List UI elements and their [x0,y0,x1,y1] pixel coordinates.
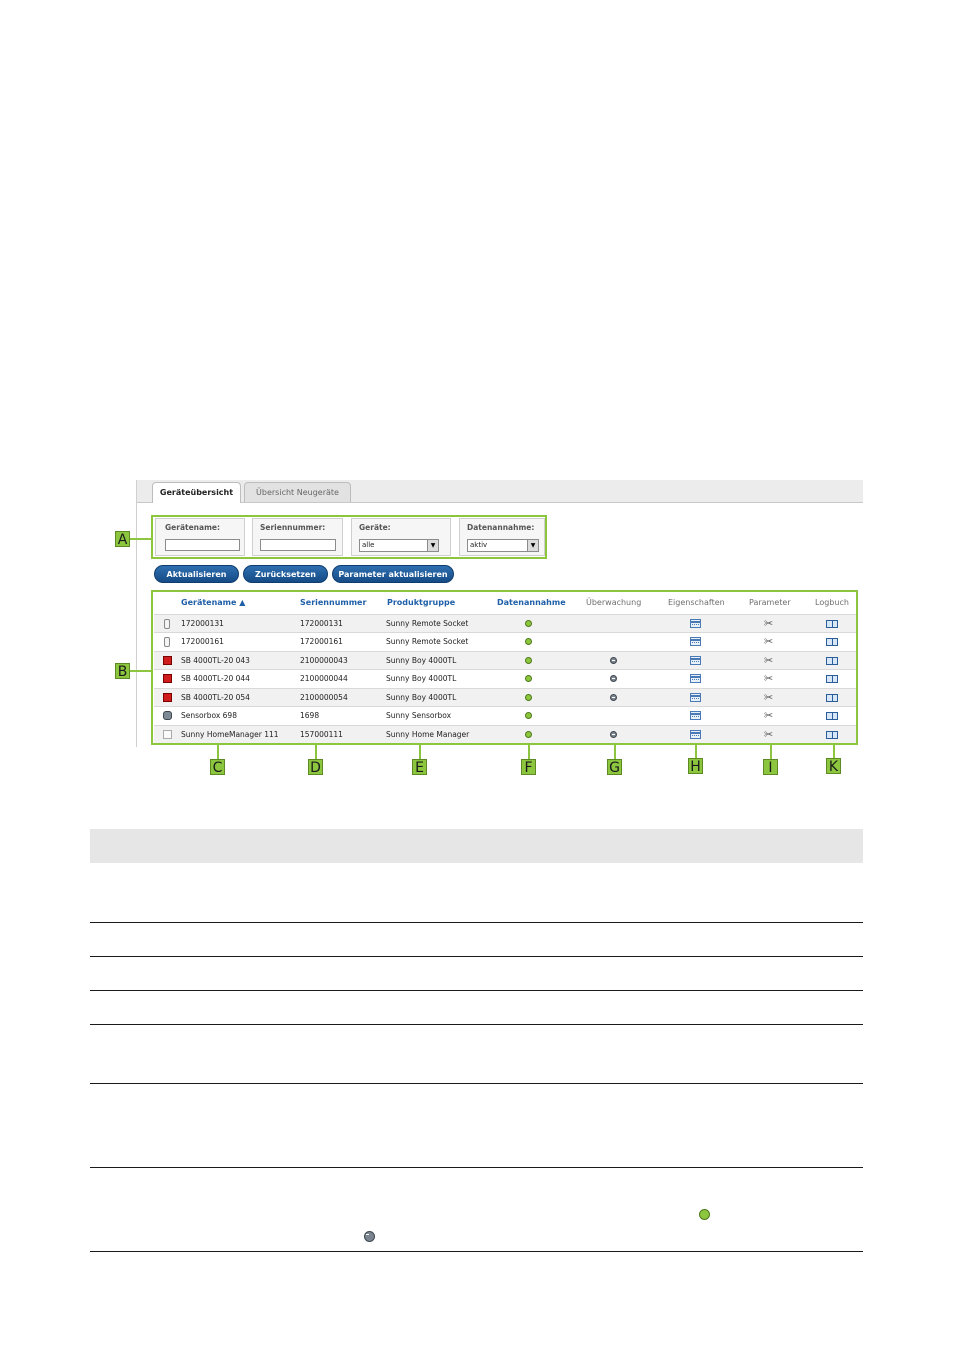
callout-f: F [521,759,536,775]
serial-input[interactable] [260,539,336,551]
parameters-icon[interactable]: ✂ [764,691,774,704]
sensorbox-icon [163,711,172,720]
col-header-device-name[interactable]: Gerätename ▲ [181,598,246,607]
legend-table-header [90,829,863,863]
product-group: Sunny Boy 4000TL [386,656,457,665]
table-row[interactable] [154,688,857,706]
product-group: Sunny Boy 4000TL [386,674,457,683]
device-name-label: Gerätename: [165,523,220,532]
annotation-leader-d [315,745,317,759]
product-group: Sunny Remote Socket [386,637,469,646]
data-acceptance-status-icon [525,694,532,701]
device-name-input[interactable] [165,539,240,551]
col-header-monitoring: Überwachung [586,598,642,607]
callout-h: H [688,758,703,774]
annotation-leader-g [614,745,616,759]
data-acceptance-label: Datenannahme: [467,523,535,532]
annotation-leader-h [695,745,697,758]
monitoring-status-icon [610,657,617,664]
properties-icon[interactable] [690,656,701,665]
annotation-leader-f [528,745,530,759]
devices-label: Geräte: [359,523,391,532]
reset-button[interactable]: Zurücksetzen [243,565,328,583]
serial-number: 2100000044 [300,674,348,683]
callout-d: D [308,759,323,775]
properties-icon[interactable] [690,693,701,702]
product-group: Sunny Remote Socket [386,619,469,628]
logbook-icon[interactable] [826,657,838,665]
devices-select[interactable] [359,539,439,552]
device-name[interactable]: 172000161 [181,637,224,646]
col-header-product-group[interactable]: Produktgruppe [387,598,456,607]
data-acceptance-status-icon [525,657,532,664]
data-acceptance-status-icon [525,620,532,627]
annotation-leader-e [419,745,421,759]
gray-status-icon [364,1231,375,1242]
logbook-icon[interactable] [826,712,838,720]
serial-label: Seriennummer: [260,523,326,532]
table-divider [90,1083,863,1084]
device-name[interactable]: Sensorbox 698 [181,711,237,720]
serial-number: 172000161 [300,637,343,646]
properties-icon[interactable] [690,619,701,628]
monitoring-status-icon [610,694,617,701]
table-divider [90,956,863,957]
socket-icon [164,637,170,647]
parameters-icon[interactable]: ✂ [764,709,774,722]
serial-number: 1698 [300,711,320,720]
frame-border [136,480,137,747]
chevron-down-icon[interactable]: ▼ [427,540,438,551]
inverter-icon [163,656,172,665]
table-row[interactable] [154,669,857,687]
table-row[interactable] [154,725,857,743]
table-row[interactable] [154,706,857,724]
data-acceptance-select[interactable] [467,539,539,552]
annotation-leader-a [130,538,151,540]
product-group: Sunny Boy 4000TL [386,693,457,702]
inverter-icon [163,693,172,702]
col-header-properties: Eigenschaften [668,598,725,607]
green-status-icon [699,1209,710,1220]
device-name[interactable]: 172000131 [181,619,224,628]
data-acceptance-status-icon [525,731,532,738]
callout-k: K [826,758,841,774]
tab-device-overview[interactable]: Geräteübersicht [152,482,241,503]
logbook-icon[interactable] [826,675,838,683]
col-header-parameters: Parameter [749,598,791,607]
logbook-icon[interactable] [826,638,838,646]
product-group: Sunny Home Manager [386,730,470,739]
logbook-icon[interactable] [826,731,838,739]
callout-e: E [412,759,427,775]
parameters-icon[interactable]: ✂ [764,654,774,667]
device-name[interactable]: SB 4000TL-20 054 [181,693,250,702]
callout-a: A [115,531,130,547]
product-group: Sunny Sensorbox [386,711,452,720]
filter-device-name [155,518,245,556]
table-divider [90,1251,863,1252]
device-name[interactable]: SB 4000TL-20 043 [181,656,250,665]
data-acceptance-status-icon [525,675,532,682]
table-row[interactable] [154,651,857,669]
properties-icon[interactable] [690,637,701,646]
col-header-serial[interactable]: Seriennummer [300,598,367,607]
filter-serial [252,518,343,556]
serial-number: 172000131 [300,619,343,628]
device-name[interactable]: Sunny HomeManager 111 [181,730,279,739]
annotation-leader-c [217,745,219,759]
annotation-leader-i [770,745,772,759]
data-acceptance-status-icon [525,712,532,719]
col-header-data-acceptance[interactable]: Datenannahme [497,598,566,607]
table-divider [90,922,863,923]
serial-number: 157000111 [300,730,343,739]
properties-icon[interactable] [690,711,701,720]
devices-select-value: alle [362,541,375,549]
table-row[interactable] [154,632,857,650]
annotation-leader-b [130,670,151,672]
table-row[interactable] [154,614,857,632]
refresh-button[interactable]: Aktualisieren [154,565,239,583]
data-acceptance-status-icon [525,638,532,645]
annotation-leader-k [833,745,835,758]
monitoring-status-icon [610,731,617,738]
table-divider [90,1024,863,1025]
data-acceptance-select-value: aktiv [470,541,488,549]
callout-c: C [210,759,225,775]
properties-icon[interactable] [690,730,701,739]
home-manager-icon [163,730,172,739]
logbook-icon[interactable] [826,620,838,628]
logbook-icon[interactable] [826,694,838,702]
parameters-icon[interactable]: ✂ [764,672,774,685]
table-divider [90,990,863,991]
parameters-icon[interactable]: ✂ [764,617,774,630]
chevron-down-icon[interactable]: ▼ [527,540,538,551]
tab-new-devices[interactable]: Übersicht Neugeräte [244,482,351,502]
device-name[interactable]: SB 4000TL-20 044 [181,674,250,683]
filter-devices [351,518,451,556]
socket-icon [164,619,170,629]
table-divider [90,1167,863,1168]
properties-icon[interactable] [690,674,701,683]
callout-g: G [607,759,622,775]
serial-number: 2100000043 [300,656,348,665]
monitoring-status-icon [610,675,617,682]
col-header-logbook: Logbuch [815,598,849,607]
callout-i: I [763,759,778,775]
parameters-icon[interactable]: ✂ [764,728,774,741]
callout-b: B [115,663,130,679]
inverter-icon [163,674,172,683]
parameters-icon[interactable]: ✂ [764,635,774,648]
serial-number: 2100000054 [300,693,348,702]
update-parameters-button[interactable]: Parameter aktualisieren [332,565,454,583]
filter-data-acceptance [459,518,545,556]
